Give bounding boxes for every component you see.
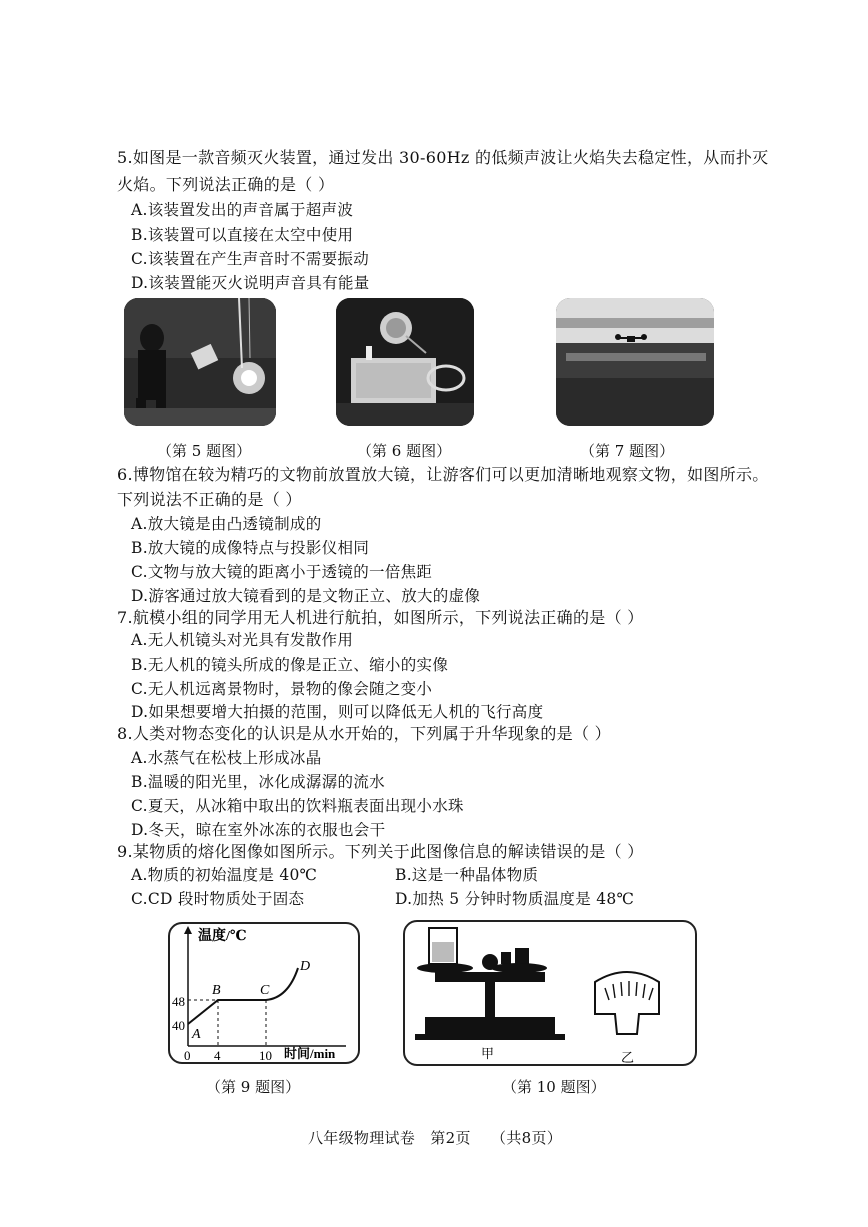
fig6-photo: [336, 298, 474, 426]
page-footer: 八年级物理试卷 第2页 （共8页）: [308, 1129, 563, 1147]
rider-gauge: [595, 972, 659, 1034]
y-axis-label: 温度/℃: [198, 929, 247, 944]
q6-stem-line1: 6.博物馆在较为精巧的文物前放置放大镜，让游客们可以更加清晰地观察文物，如图所示。: [117, 465, 769, 484]
fig9-caption: （第 9 题图）: [206, 1078, 301, 1096]
q8-option-b: B.温暖的阳光里，冰化成潺潺的流水: [131, 773, 385, 791]
right-pan: [491, 963, 547, 973]
label-jia: 甲: [481, 1046, 495, 1061]
q6-stem-line2: 下列说法不正确的是（ ）: [117, 490, 302, 509]
q6-option-d: D.游客通过放大镜看到的是文物正立、放大的虚像: [131, 587, 481, 605]
tick-x4: 4: [214, 1048, 221, 1062]
fig7-photo: [556, 298, 714, 426]
q7-option-a: A.无人机镜头对光具有发散作用: [131, 631, 354, 649]
q5-option-b: B.该装置可以直接在太空中使用: [131, 226, 354, 244]
fig9-graph-frame: [168, 922, 360, 1064]
q5-option-c: C.该装置在产生声音时不需要振动: [131, 250, 370, 268]
point-b-label: B: [212, 983, 221, 998]
q5-stem-line2: 火焰。下列说法正确的是（ ）: [117, 175, 335, 194]
curve-cd: [266, 968, 298, 1000]
rider-ticks: [605, 981, 653, 1000]
point-a-label: A: [192, 1027, 201, 1042]
q6-option-a: A.放大镜是由凸透镜制成的: [131, 515, 322, 533]
tick-y48: 48: [172, 994, 185, 1009]
point-d-label: D: [300, 959, 311, 974]
tick-origin: 0: [184, 1048, 191, 1062]
weight-large: [515, 948, 529, 964]
q5-option-d: D.该装置能灭火说明声音具有能量: [131, 274, 370, 292]
fig10-frame: [403, 920, 697, 1066]
fig5-caption: （第 5 题图）: [157, 442, 252, 460]
melting-graph: [170, 924, 358, 1062]
curve-ab-bc: [188, 1000, 266, 1024]
fig5-photo: [124, 298, 276, 426]
beaker-liquid: [432, 942, 454, 962]
fig10-caption: （第 10 题图）: [502, 1078, 606, 1096]
point-c-label: C: [260, 983, 270, 998]
q8-option-c: C.夏天，从冰箱中取出的饮料瓶表面出现小水珠: [131, 797, 464, 815]
fig7-caption: （第 7 题图）: [580, 442, 675, 460]
q8-option-d: D.冬天，晾在室外冰冻的衣服也会干: [131, 821, 386, 839]
q9-stem: 9.某物质的熔化图像如图所示。下列关于此图像信息的解读错误的是（ ）: [117, 842, 644, 861]
q6-option-b: B.放大镜的成像特点与投影仪相同: [131, 539, 370, 557]
q8-stem: 8.人类对物态变化的认识是从水开始的，下列属于升华现象的是（ ）: [117, 724, 611, 743]
q7-option-b: B.无人机的镜头所成的像是正立、缩小的实像: [131, 656, 449, 674]
pillar: [485, 980, 495, 1020]
tick-x10: 10: [259, 1048, 272, 1062]
q8-option-a: A.水蒸气在松枝上形成冰晶: [131, 749, 322, 767]
base-foot: [415, 1034, 565, 1040]
q7-option-d: D.如果想要增大拍摄的范围，则可以降低无人机的飞行高度: [131, 703, 544, 721]
q7-stem: 7.航模小组的同学用无人机进行航拍，如图所示，下列说法正确的是（ ）: [117, 608, 644, 627]
q6-option-c: C.文物与放大镜的距离小于透镜的一倍焦距: [131, 563, 433, 581]
q5-option-a: A.该装置发出的声音属于超声波: [131, 201, 354, 219]
label-yi: 乙: [621, 1050, 635, 1064]
weight-small: [501, 952, 511, 964]
q9-option-a: A.物质的初始温度是 40℃: [131, 866, 318, 884]
q7-option-c: C.无人机远离景物时，景物的像会随之变小: [131, 680, 433, 698]
y-axis-arrow: [184, 926, 192, 934]
tick-y40: 40: [172, 1018, 185, 1033]
pivot: [482, 954, 498, 970]
q9-option-c: C.CD 段时物质处于固态: [131, 890, 305, 908]
q9-option-d: D.加热 5 分钟时物质温度是 48℃: [395, 890, 635, 908]
q5-stem-line1: 5.如图是一款音频灭火装置，通过发出 30-60Hz 的低频声波让火焰失去稳定性，从而扑灭: [117, 148, 769, 167]
x-axis-label: 时间/min: [284, 1046, 336, 1061]
left-pan: [417, 963, 473, 973]
fig6-caption: （第 6 题图）: [357, 442, 452, 460]
q9-option-b: B.这是一种晶体物质: [395, 866, 539, 884]
balance-figure: [405, 922, 695, 1064]
